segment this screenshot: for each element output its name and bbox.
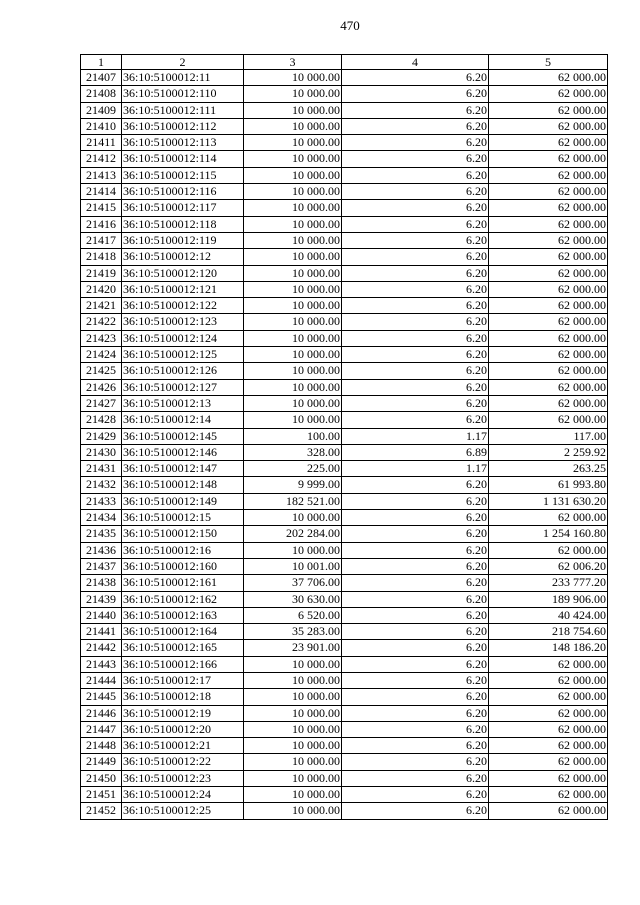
area-value: 35 283.00 <box>244 624 342 640</box>
area-value: 10 000.00 <box>244 200 342 216</box>
table-row <box>81 640 608 656</box>
row-number: 21413 <box>81 167 122 183</box>
area-value: 10 000.00 <box>244 184 342 200</box>
table-row <box>81 184 608 200</box>
area-value: 6 520.00 <box>244 607 342 623</box>
column-header-3: 3 <box>244 55 342 70</box>
table-row <box>81 102 608 118</box>
area-value: 10 000.00 <box>244 689 342 705</box>
table-row <box>81 656 608 672</box>
total-value: 62 000.00 <box>489 167 608 183</box>
row-number: 21415 <box>81 200 122 216</box>
row-number: 21428 <box>81 412 122 428</box>
cadastral-number: 36:10:5100012:24 <box>122 787 244 803</box>
row-number: 21420 <box>81 281 122 297</box>
table-row <box>81 738 608 754</box>
rate-value: 6.20 <box>342 689 489 705</box>
area-value: 10 000.00 <box>244 395 342 411</box>
total-value: 62 000.00 <box>489 379 608 395</box>
rate-value: 6.20 <box>342 558 489 574</box>
total-value: 62 000.00 <box>489 347 608 363</box>
rate-value: 6.20 <box>342 542 489 558</box>
rate-value: 6.20 <box>342 575 489 591</box>
total-value: 62 000.00 <box>489 770 608 786</box>
total-value: 62 000.00 <box>489 754 608 770</box>
row-number: 21416 <box>81 216 122 232</box>
table-row <box>81 477 608 493</box>
cadastral-number: 36:10:5100012:164 <box>122 624 244 640</box>
total-value: 62 000.00 <box>489 102 608 118</box>
total-value: 62 006.20 <box>489 558 608 574</box>
cadastral-number: 36:10:5100012:17 <box>122 672 244 688</box>
table-row <box>81 444 608 460</box>
total-value: 62 000.00 <box>489 184 608 200</box>
rate-value: 6.20 <box>342 672 489 688</box>
cadastral-number: 36:10:5100012:110 <box>122 86 244 102</box>
rate-value: 6.20 <box>342 265 489 281</box>
table-row <box>81 86 608 102</box>
total-value: 62 000.00 <box>489 705 608 721</box>
table-row <box>81 624 608 640</box>
rate-value: 6.20 <box>342 184 489 200</box>
area-value: 10 000.00 <box>244 721 342 737</box>
row-number: 21411 <box>81 135 122 151</box>
area-value: 10 000.00 <box>244 135 342 151</box>
area-value: 202 284.00 <box>244 526 342 542</box>
cadastral-number: 36:10:5100012:116 <box>122 184 244 200</box>
cadastral-number: 36:10:5100012:115 <box>122 167 244 183</box>
total-value: 62 000.00 <box>489 298 608 314</box>
table-row <box>81 135 608 151</box>
total-value: 148 186.20 <box>489 640 608 656</box>
cadastral-number: 36:10:5100012:121 <box>122 281 244 297</box>
row-number: 21408 <box>81 86 122 102</box>
cadastral-number: 36:10:5100012:149 <box>122 493 244 509</box>
rate-value: 6.20 <box>342 281 489 297</box>
cadastral-number: 36:10:5100012:148 <box>122 477 244 493</box>
total-value: 233 777.20 <box>489 575 608 591</box>
table-row <box>81 705 608 721</box>
table-row <box>81 314 608 330</box>
area-value: 10 000.00 <box>244 379 342 395</box>
rate-value: 6.20 <box>342 379 489 395</box>
rate-value: 6.20 <box>342 510 489 526</box>
total-value: 62 000.00 <box>489 200 608 216</box>
cadastral-number: 36:10:5100012:150 <box>122 526 244 542</box>
table-row <box>81 542 608 558</box>
cadastral-number: 36:10:5100012:166 <box>122 656 244 672</box>
total-value: 62 000.00 <box>489 70 608 86</box>
rate-value: 6.20 <box>342 787 489 803</box>
rate-value: 6.20 <box>342 347 489 363</box>
cadastral-number: 36:10:5100012:19 <box>122 705 244 721</box>
rate-value: 6.20 <box>342 216 489 232</box>
total-value: 2 259.92 <box>489 444 608 460</box>
row-number: 21414 <box>81 184 122 200</box>
row-number: 21447 <box>81 721 122 737</box>
row-number: 21437 <box>81 558 122 574</box>
cadastral-number: 36:10:5100012:162 <box>122 591 244 607</box>
table-row <box>81 298 608 314</box>
table-row <box>81 330 608 346</box>
row-number: 21445 <box>81 689 122 705</box>
cadastral-number: 36:10:5100012:112 <box>122 118 244 134</box>
cadastral-number: 36:10:5100012:147 <box>122 461 244 477</box>
total-value: 62 000.00 <box>489 721 608 737</box>
row-number: 21430 <box>81 444 122 460</box>
row-number: 21426 <box>81 379 122 395</box>
total-value: 40 424.00 <box>489 607 608 623</box>
total-value: 62 000.00 <box>489 510 608 526</box>
area-value: 10 000.00 <box>244 86 342 102</box>
rate-value: 6.20 <box>342 607 489 623</box>
area-value: 10 000.00 <box>244 249 342 265</box>
table-row <box>81 70 608 86</box>
cadastral-number: 36:10:5100012:165 <box>122 640 244 656</box>
row-number: 21417 <box>81 232 122 248</box>
total-value: 1 254 160.80 <box>489 526 608 542</box>
table-row <box>81 200 608 216</box>
row-number: 21419 <box>81 265 122 281</box>
table-header <box>81 55 608 70</box>
table-row <box>81 395 608 411</box>
area-value: 10 000.00 <box>244 787 342 803</box>
area-value: 10 000.00 <box>244 330 342 346</box>
rate-value: 6.20 <box>342 738 489 754</box>
row-number: 21429 <box>81 428 122 444</box>
cadastral-number: 36:10:5100012:160 <box>122 558 244 574</box>
cadastral-number: 36:10:5100012:118 <box>122 216 244 232</box>
total-value: 61 993.80 <box>489 477 608 493</box>
rate-value: 6.20 <box>342 526 489 542</box>
rate-value: 6.20 <box>342 167 489 183</box>
cadastral-number: 36:10:5100012:25 <box>122 803 244 819</box>
row-number: 21451 <box>81 787 122 803</box>
rate-value: 6.20 <box>342 86 489 102</box>
rate-value: 6.20 <box>342 102 489 118</box>
rate-value: 1.17 <box>342 461 489 477</box>
area-value: 9 999.00 <box>244 477 342 493</box>
cadastral-number: 36:10:5100012:122 <box>122 298 244 314</box>
row-number: 21446 <box>81 705 122 721</box>
area-value: 10 000.00 <box>244 314 342 330</box>
cadastral-number: 36:10:5100012:14 <box>122 412 244 428</box>
rate-value: 6.20 <box>342 135 489 151</box>
rate-value: 6.20 <box>342 363 489 379</box>
table-row <box>81 721 608 737</box>
cadastral-number: 36:10:5100012:113 <box>122 135 244 151</box>
area-value: 10 000.00 <box>244 672 342 688</box>
table-row <box>81 428 608 444</box>
table-row <box>81 461 608 477</box>
area-value: 10 000.00 <box>244 232 342 248</box>
table-row <box>81 167 608 183</box>
total-value: 62 000.00 <box>489 216 608 232</box>
row-number: 21438 <box>81 575 122 591</box>
cadastral-number: 36:10:5100012:124 <box>122 330 244 346</box>
total-value: 62 000.00 <box>489 232 608 248</box>
cadastral-number: 36:10:5100012:23 <box>122 770 244 786</box>
rate-value: 6.20 <box>342 232 489 248</box>
rate-value: 6.20 <box>342 395 489 411</box>
table-row <box>81 591 608 607</box>
cadastral-number: 36:10:5100012:127 <box>122 379 244 395</box>
row-number: 21410 <box>81 118 122 134</box>
row-number: 21421 <box>81 298 122 314</box>
rate-value: 6.20 <box>342 754 489 770</box>
column-header-1: 1 <box>81 55 122 70</box>
row-number: 21425 <box>81 363 122 379</box>
total-value: 263.25 <box>489 461 608 477</box>
rate-value: 6.20 <box>342 721 489 737</box>
area-value: 10 000.00 <box>244 705 342 721</box>
row-number: 21441 <box>81 624 122 640</box>
row-number: 21424 <box>81 347 122 363</box>
total-value: 62 000.00 <box>489 281 608 297</box>
table-row <box>81 347 608 363</box>
rate-value: 6.20 <box>342 298 489 314</box>
rate-value: 6.20 <box>342 412 489 428</box>
total-value: 218 754.60 <box>489 624 608 640</box>
cadastral-number: 36:10:5100012:146 <box>122 444 244 460</box>
row-number: 21418 <box>81 249 122 265</box>
table-row <box>81 412 608 428</box>
total-value: 62 000.00 <box>489 151 608 167</box>
table-row <box>81 281 608 297</box>
total-value: 62 000.00 <box>489 330 608 346</box>
rate-value: 6.20 <box>342 770 489 786</box>
table-row <box>81 151 608 167</box>
total-value: 62 000.00 <box>489 314 608 330</box>
rate-value: 6.20 <box>342 200 489 216</box>
table-row <box>81 118 608 134</box>
table-row <box>81 803 608 819</box>
rate-value: 1.17 <box>342 428 489 444</box>
table-row <box>81 493 608 509</box>
cadastral-number: 36:10:5100012:126 <box>122 363 244 379</box>
cadastral-number: 36:10:5100012:13 <box>122 395 244 411</box>
table-row <box>81 379 608 395</box>
row-number: 21452 <box>81 803 122 819</box>
row-number: 21434 <box>81 510 122 526</box>
row-number: 21439 <box>81 591 122 607</box>
cadastral-number: 36:10:5100012:120 <box>122 265 244 281</box>
row-number: 21407 <box>81 70 122 86</box>
table-row <box>81 754 608 770</box>
area-value: 10 001.00 <box>244 558 342 574</box>
cadastral-number: 36:10:5100012:119 <box>122 232 244 248</box>
row-number: 21435 <box>81 526 122 542</box>
rate-value: 6.20 <box>342 118 489 134</box>
row-number: 21422 <box>81 314 122 330</box>
row-number: 21412 <box>81 151 122 167</box>
area-value: 10 000.00 <box>244 803 342 819</box>
rate-value: 6.20 <box>342 330 489 346</box>
total-value: 62 000.00 <box>489 249 608 265</box>
row-number: 21436 <box>81 542 122 558</box>
table-body <box>81 70 608 820</box>
cadastral-number: 36:10:5100012:125 <box>122 347 244 363</box>
data-table <box>80 54 608 820</box>
column-header-4: 4 <box>342 55 489 70</box>
total-value: 62 000.00 <box>489 787 608 803</box>
rate-value: 6.20 <box>342 640 489 656</box>
total-value: 117.00 <box>489 428 608 444</box>
area-value: 10 000.00 <box>244 216 342 232</box>
table-row <box>81 510 608 526</box>
total-value: 189 906.00 <box>489 591 608 607</box>
rate-value: 6.20 <box>342 249 489 265</box>
total-value: 62 000.00 <box>489 86 608 102</box>
area-value: 10 000.00 <box>244 118 342 134</box>
area-value: 100.00 <box>244 428 342 444</box>
table-row <box>81 558 608 574</box>
cadastral-number: 36:10:5100012:145 <box>122 428 244 444</box>
area-value: 10 000.00 <box>244 102 342 118</box>
cadastral-number: 36:10:5100012:20 <box>122 721 244 737</box>
area-value: 10 000.00 <box>244 281 342 297</box>
area-value: 37 706.00 <box>244 575 342 591</box>
row-number: 21423 <box>81 330 122 346</box>
area-value: 23 901.00 <box>244 640 342 656</box>
area-value: 10 000.00 <box>244 151 342 167</box>
area-value: 10 000.00 <box>244 754 342 770</box>
rate-value: 6.20 <box>342 803 489 819</box>
row-number: 21432 <box>81 477 122 493</box>
column-header-2: 2 <box>122 55 244 70</box>
row-number: 21440 <box>81 607 122 623</box>
total-value: 62 000.00 <box>489 395 608 411</box>
area-value: 10 000.00 <box>244 70 342 86</box>
total-value: 62 000.00 <box>489 738 608 754</box>
table-row <box>81 232 608 248</box>
column-header-5: 5 <box>489 55 608 70</box>
area-value: 10 000.00 <box>244 265 342 281</box>
cadastral-number: 36:10:5100012:114 <box>122 151 244 167</box>
cadastral-number: 36:10:5100012:163 <box>122 607 244 623</box>
cadastral-number: 36:10:5100012:161 <box>122 575 244 591</box>
row-number: 21433 <box>81 493 122 509</box>
area-value: 30 630.00 <box>244 591 342 607</box>
table-row <box>81 575 608 591</box>
cadastral-number: 36:10:5100012:111 <box>122 102 244 118</box>
total-value: 62 000.00 <box>489 672 608 688</box>
table-row <box>81 672 608 688</box>
area-value: 225.00 <box>244 461 342 477</box>
header-row <box>81 55 608 70</box>
area-value: 10 000.00 <box>244 347 342 363</box>
cadastral-number: 36:10:5100012:21 <box>122 738 244 754</box>
rate-value: 6.20 <box>342 624 489 640</box>
table-row <box>81 526 608 542</box>
rate-value: 6.20 <box>342 70 489 86</box>
area-value: 10 000.00 <box>244 656 342 672</box>
table-row <box>81 787 608 803</box>
cadastral-number: 36:10:5100012:117 <box>122 200 244 216</box>
cadastral-number: 36:10:5100012:11 <box>122 70 244 86</box>
row-number: 21450 <box>81 770 122 786</box>
cadastral-number: 36:10:5100012:15 <box>122 510 244 526</box>
area-value: 182 521.00 <box>244 493 342 509</box>
total-value: 62 000.00 <box>489 118 608 134</box>
total-value: 62 000.00 <box>489 135 608 151</box>
total-value: 62 000.00 <box>489 542 608 558</box>
area-value: 328.00 <box>244 444 342 460</box>
table-row <box>81 216 608 232</box>
cadastral-number: 36:10:5100012:16 <box>122 542 244 558</box>
table-row <box>81 770 608 786</box>
area-value: 10 000.00 <box>244 363 342 379</box>
area-value: 10 000.00 <box>244 167 342 183</box>
row-number: 21448 <box>81 738 122 754</box>
row-number: 21431 <box>81 461 122 477</box>
total-value: 62 000.00 <box>489 363 608 379</box>
row-number: 21409 <box>81 102 122 118</box>
area-value: 10 000.00 <box>244 770 342 786</box>
rate-value: 6.20 <box>342 493 489 509</box>
cadastral-number: 36:10:5100012:12 <box>122 249 244 265</box>
area-value: 10 000.00 <box>244 738 342 754</box>
table-row <box>81 689 608 705</box>
total-value: 62 000.00 <box>489 412 608 428</box>
row-number: 21449 <box>81 754 122 770</box>
rate-value: 6.20 <box>342 477 489 493</box>
area-value: 10 000.00 <box>244 542 342 558</box>
table-row <box>81 363 608 379</box>
area-value: 10 000.00 <box>244 298 342 314</box>
table-row <box>81 249 608 265</box>
total-value: 62 000.00 <box>489 656 608 672</box>
total-value: 62 000.00 <box>489 689 608 705</box>
rate-value: 6.20 <box>342 591 489 607</box>
table-row <box>81 607 608 623</box>
rate-value: 6.20 <box>342 314 489 330</box>
total-value: 1 131 630.20 <box>489 493 608 509</box>
cadastral-number: 36:10:5100012:22 <box>122 754 244 770</box>
row-number: 21443 <box>81 656 122 672</box>
page-number: 470 <box>340 18 360 33</box>
rate-value: 6.20 <box>342 705 489 721</box>
table-row <box>81 265 608 281</box>
area-value: 10 000.00 <box>244 510 342 526</box>
row-number: 21442 <box>81 640 122 656</box>
row-number: 21444 <box>81 672 122 688</box>
cadastral-number: 36:10:5100012:123 <box>122 314 244 330</box>
total-value: 62 000.00 <box>489 803 608 819</box>
rate-value: 6.89 <box>342 444 489 460</box>
cadastral-number: 36:10:5100012:18 <box>122 689 244 705</box>
rate-value: 6.20 <box>342 151 489 167</box>
total-value: 62 000.00 <box>489 265 608 281</box>
rate-value: 6.20 <box>342 656 489 672</box>
row-number: 21427 <box>81 395 122 411</box>
area-value: 10 000.00 <box>244 412 342 428</box>
